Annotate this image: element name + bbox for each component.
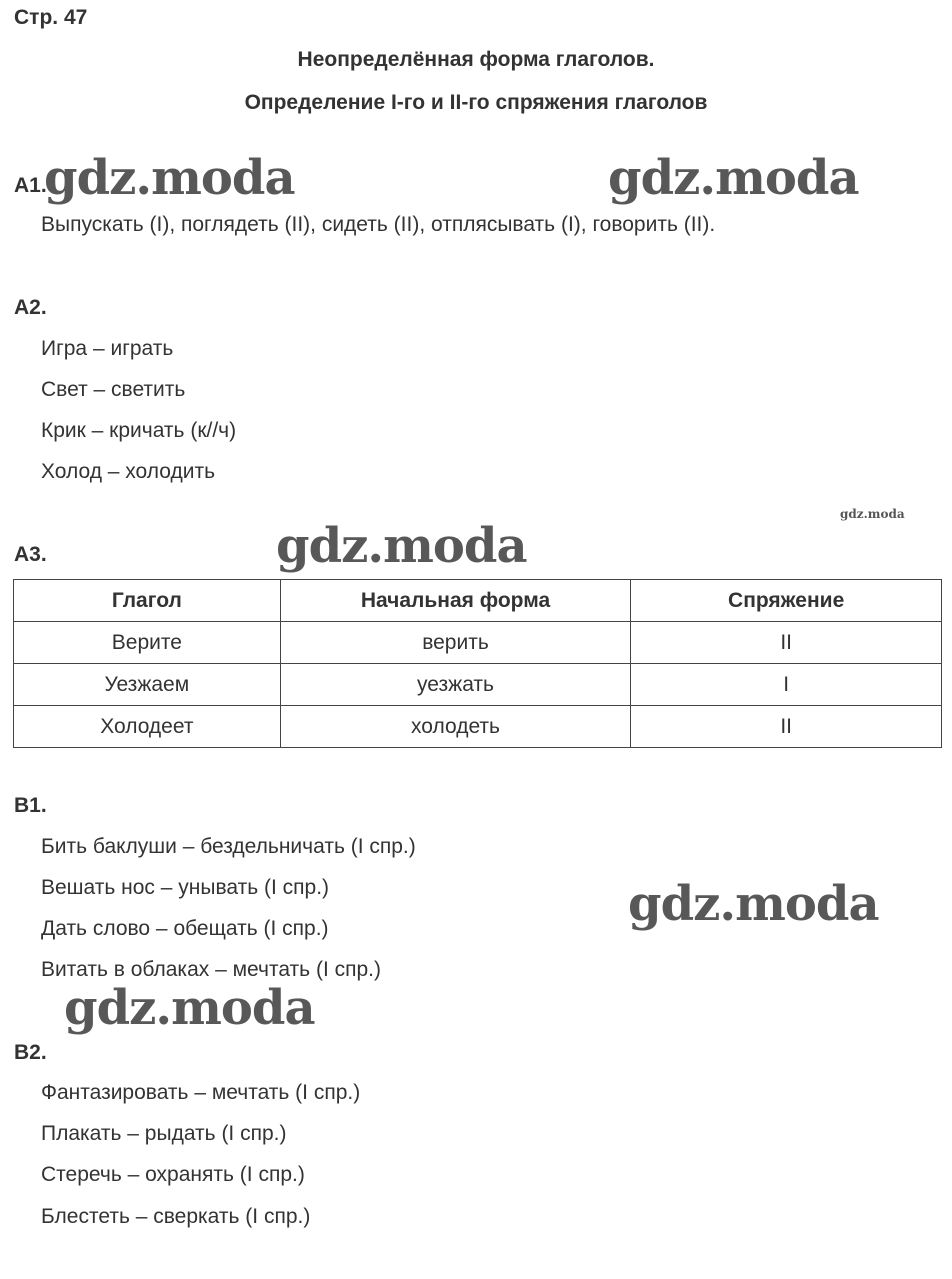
table-cell: II <box>631 706 942 748</box>
page-number: Стр. 47 <box>14 6 88 29</box>
table-row <box>14 664 942 706</box>
watermark: gdz.moda <box>840 507 905 521</box>
b2-item: Стеречь – охранять (I спр.) <box>41 1163 305 1186</box>
b1-item: Дать слово – обещать (I спр.) <box>41 917 329 940</box>
watermark: gdz.moda <box>44 150 295 206</box>
section-label-b1: В1. <box>14 794 47 817</box>
section-label-a1: А1. <box>14 174 47 197</box>
table-header-cell: Глагол <box>14 580 281 622</box>
table-cell: холодеть <box>280 706 631 748</box>
b2-item: Блестеть – сверкать (I спр.) <box>41 1205 311 1228</box>
section-label-b2: В2. <box>14 1041 47 1064</box>
table-header-row <box>14 580 942 622</box>
table-header-cell: Спряжение <box>631 580 942 622</box>
table-header-cell: Начальная форма <box>280 580 631 622</box>
b2-item: Фантазировать – мечтать (I спр.) <box>41 1081 361 1104</box>
a2-item: Крик – кричать (к//ч) <box>41 419 237 442</box>
table-cell: уезжать <box>280 664 631 706</box>
watermark: gdz.moda <box>628 876 879 932</box>
conjugation-table <box>13 579 942 748</box>
b2-item: Плакать – рыдать (I спр.) <box>41 1122 287 1145</box>
page-subtitle: Определение I-го и II-го спряжения глаголов <box>244 91 708 114</box>
a2-item: Холод – холодить <box>41 460 216 483</box>
table-cell: Холодеет <box>14 706 281 748</box>
table-cell: Верите <box>14 622 281 664</box>
section-label-a2: А2. <box>14 296 47 319</box>
watermark: gdz.moda <box>64 980 315 1036</box>
table-cell: II <box>631 622 942 664</box>
table-row <box>14 706 942 748</box>
a2-item: Игра – играть <box>41 337 174 360</box>
watermark: gdz.moda <box>276 518 527 574</box>
b1-item: Вешать нос – унывать (I спр.) <box>41 876 330 899</box>
table-row <box>14 622 942 664</box>
b1-item: Витать в облаках – мечтать (I спр.) <box>41 958 381 981</box>
table-cell: Уезжаем <box>14 664 281 706</box>
b1-item: Бить баклуши – бездельничать (I спр.) <box>41 835 416 858</box>
a1-answer: Выпускать (I), поглядеть (II), сидеть (II), отплясывать (I), говорить (II). <box>41 213 716 236</box>
table-cell: I <box>631 664 942 706</box>
section-label-a3: А3. <box>14 543 47 566</box>
table-cell: верить <box>280 622 631 664</box>
page-title: Неопределённая форма глаголов. <box>297 48 655 71</box>
watermark: gdz.moda <box>608 150 859 206</box>
a2-item: Свет – светить <box>41 378 186 401</box>
